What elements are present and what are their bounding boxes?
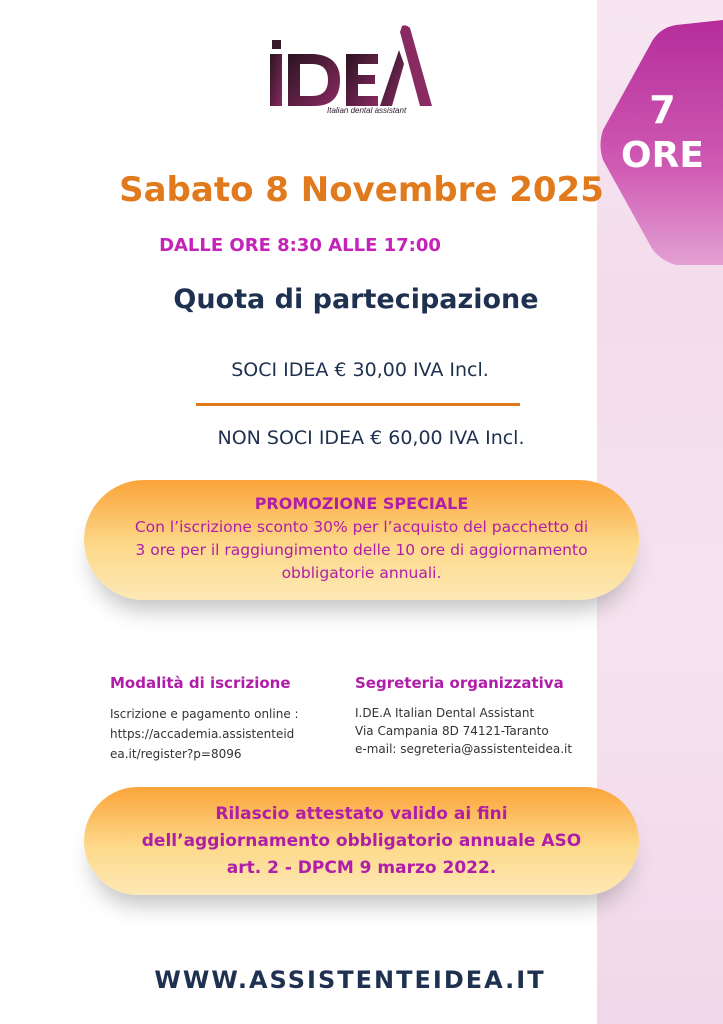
promo-line: obbligatorie annuali.	[281, 564, 442, 582]
certificate-line: art. 2 - DPCM 9 marzo 2022.	[226, 858, 497, 878]
promo-text	[84, 516, 639, 585]
price-non-members: NON SOCI IDEA € 60,00 IVA Incl.	[217, 427, 525, 449]
promo-title: PROMOZIONE SPECIALE	[254, 494, 469, 513]
registration-line: Iscrizione e pagamento online :	[110, 707, 299, 721]
promo-line: Con l’iscrizione sconto 30% per l’acquisto del pacchetto di	[134, 518, 589, 536]
registration-heading: Modalità di iscrizione	[110, 674, 291, 692]
logo-subtitle: Italian dental assistant	[327, 106, 407, 115]
secretariat-heading: Segreteria organizzativa	[355, 674, 564, 692]
website-link[interactable]: WWW.ASSISTENTEIDEA.IT	[154, 966, 546, 994]
registration-link[interactable]: ea.it/register?p=8096	[110, 747, 242, 761]
certificate-line: Rilascio attestato valido ai fini	[215, 804, 508, 824]
secretariat-address: Via Campania 8D 74121-Taranto	[355, 724, 549, 738]
promo-line: 3 ore per il raggiungimento delle 10 ore di aggiornamento	[135, 541, 588, 559]
price-members: SOCI IDEA € 30,00 IVA Incl.	[231, 359, 489, 381]
certificate-text	[84, 801, 639, 882]
event-date-row	[0, 170, 723, 210]
badge-unit: ORE	[621, 135, 704, 176]
secretariat-name: I.DE.A Italian Dental Assistant	[355, 706, 535, 720]
secretariat-email[interactable]: e-mail: segreteria@assistenteidea.it	[355, 742, 573, 756]
price-divider	[196, 403, 520, 406]
event-date: Sabato 8 Novembre 2025	[119, 170, 604, 210]
secretariat-text	[355, 704, 595, 758]
event-time: DALLE ORE 8:30 ALLE 17:00	[159, 235, 441, 256]
fee-heading: Quota di partecipazione	[173, 284, 539, 315]
registration-link[interactable]: https://accademia.assistenteid	[110, 727, 295, 741]
registration-text	[110, 704, 330, 764]
badge-number: 7	[649, 88, 676, 132]
certificate-line: dell’aggiornamento obbligatorio annuale ASO	[141, 831, 582, 851]
